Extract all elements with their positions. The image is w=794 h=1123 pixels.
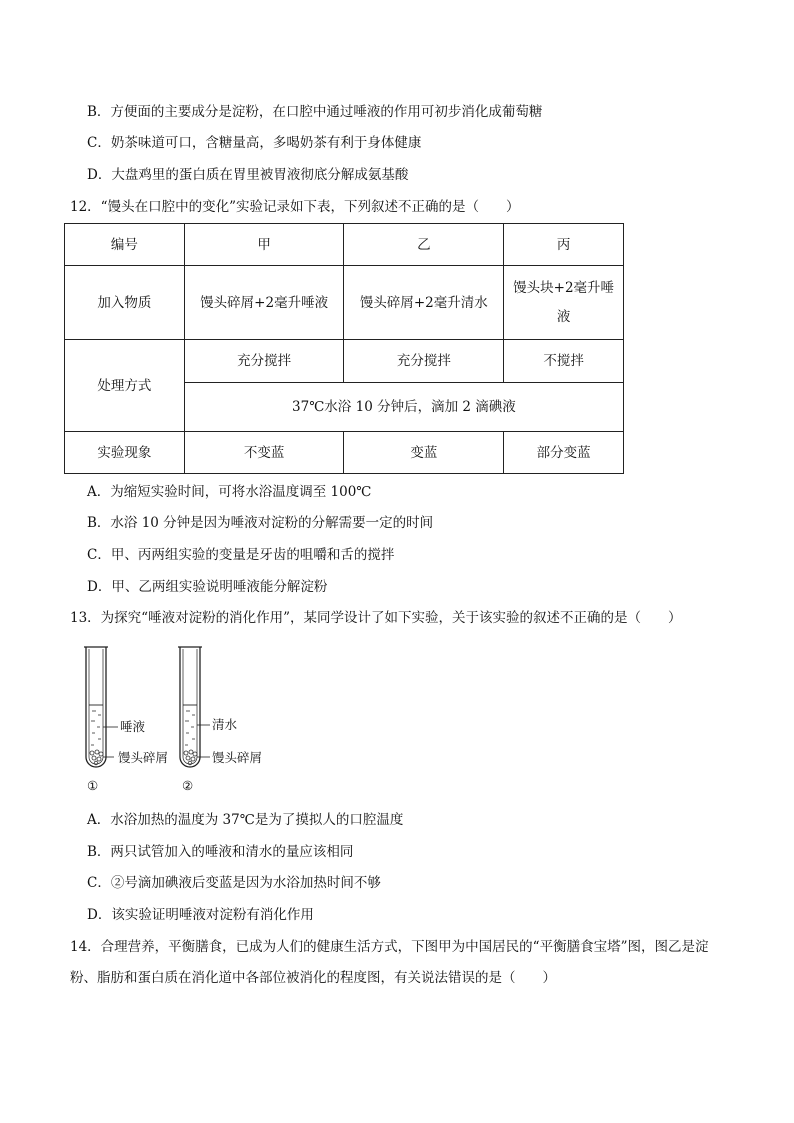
table-cell: 部分变蓝 [504, 432, 624, 474]
q11-option-b: B．方便面的主要成分是淀粉，在口腔中通过唾液的作用可初步消化成葡萄糖 [87, 104, 543, 120]
q13-option-a: A．水浴加热的温度为 37℃是为了摸拟人的口腔温度 [87, 812, 404, 828]
tube1-liquid-label: 唾液 [120, 719, 146, 734]
q13-option-d: D．该实验证明唾液对淀粉有消化作用 [87, 907, 314, 923]
tube2-liquid-label: 清水 [212, 717, 238, 732]
q14-stem-line2: 粉、脂肪和蛋白质在消化道中各部位被消化的程度图，有关说法错误的是（ ） [70, 970, 556, 986]
test-tube-1 [84, 647, 168, 793]
q12-option-d: D．甲、乙两组实验说明唾液能分解淀粉 [87, 579, 328, 595]
q12-option-a: A．为缩短实验时间，可将水浴温度调至 100℃ [87, 484, 372, 500]
q12-option-c: C．甲、丙两组实验的变量是牙齿的咀嚼和舌的搅拌 [87, 547, 395, 563]
table-row-header [65, 224, 624, 266]
q14-stem-line1: 14．合理营养，平衡膳食，已成为人们的健康生活方式，下图甲为中国居民的“平衡膳食宝塔”图，图乙是淀 [70, 939, 709, 955]
q12-option-b: B．水浴 10 分钟是因为唾液对淀粉的分解需要一定的时间 [87, 515, 434, 531]
table-cell: 加入物质 [65, 266, 185, 340]
table-cell: 充分搅拌 [184, 340, 344, 383]
q11-option-d: D．大盘鸡里的蛋白质在胃里被胃液彻底分解成氨基酸 [87, 167, 409, 183]
table-cell: 馒头块+2毫升唾液 [504, 266, 624, 340]
q12-experiment-table [64, 223, 624, 474]
test-tube-2 [178, 647, 262, 793]
table-cell: 不变蓝 [184, 432, 344, 474]
test-tube-figure [78, 645, 298, 805]
table-cell: 充分搅拌 [344, 340, 504, 383]
table-row-result [65, 432, 624, 474]
table-cell: 37℃水浴 10 分钟后，滴加 2 滴碘液 [184, 383, 623, 432]
table-cell: 变蓝 [344, 432, 504, 474]
tube2-solid-label: 馒头碎屑 [212, 750, 263, 765]
table-cell: 实验现象 [65, 432, 185, 474]
q13-option-c: C．②号滴加碘液后变蓝是因为水浴加热时间不够 [87, 875, 381, 891]
table-cell: 编号 [65, 224, 185, 266]
table-row-add [65, 266, 624, 340]
table-cell: 不搅拌 [504, 340, 624, 383]
tube1-number: ① [87, 778, 99, 793]
table-cell: 馒头碎屑+2毫升清水 [344, 266, 504, 340]
table-cell: 丙 [504, 224, 624, 266]
table-cell: 馒头碎屑+2毫升唾液 [184, 266, 344, 340]
table-row-treat [65, 340, 624, 383]
table-cell: 处理方式 [65, 340, 185, 432]
q12-stem: 12．“馒头在口腔中的变化”实验记录如下表，下列叙述不正确的是（ ） [70, 199, 520, 215]
q13-stem: 13．为探究“唾液对淀粉的消化作用”，某同学设计了如下实验，关于该实验的叙述不正确的是（ ） [70, 610, 682, 626]
tube2-number: ② [182, 778, 194, 793]
q11-option-c: C．奶茶味道可口，含糖量高，多喝奶茶有利于身体健康 [87, 135, 422, 151]
q13-option-b: B．两只试管加入的唾液和清水的量应该相同 [87, 844, 354, 860]
table-cell: 甲 [184, 224, 344, 266]
tube1-solid-label: 馒头碎屑 [118, 750, 169, 765]
table-cell: 乙 [344, 224, 504, 266]
